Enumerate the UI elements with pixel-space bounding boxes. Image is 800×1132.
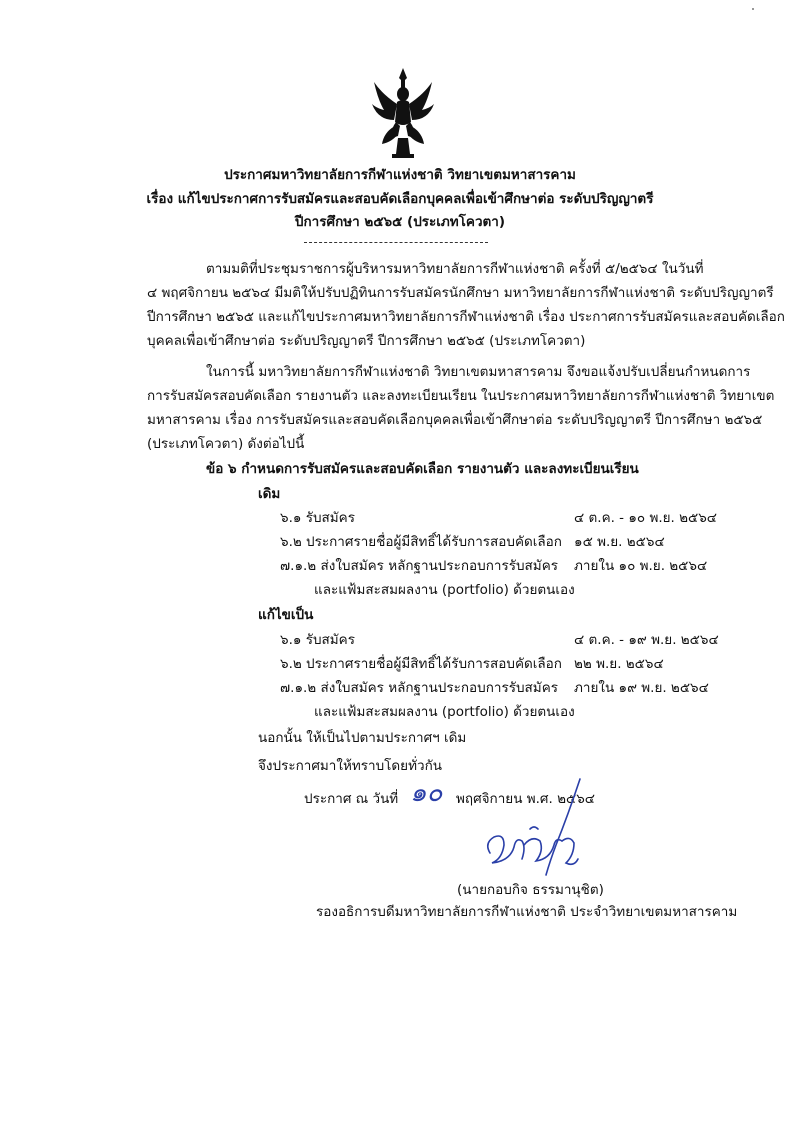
original-row-3-continuation: และแฟ้มสะสมผลงาน (portfolio) ด้วยตนเอง	[314, 582, 575, 598]
title-divider	[304, 242, 488, 243]
revised-row-3-item: ๗.๑.๒ ส่งใบสมัคร หลักฐานประกอบการรับสมัคร	[280, 680, 558, 696]
closing-line-2: จึงประกาศมาให้ทราบโดยทั่วกัน	[258, 758, 442, 774]
original-row-2-date: ๑๕ พ.ย. ๒๕๖๔	[574, 534, 665, 550]
handwritten-day: ๑๐	[410, 778, 443, 808]
original-row-3-date: ภายใน ๑๐ พ.ย. ๒๕๖๔	[574, 558, 708, 574]
paragraph-1-line-4: บุคคลเพื่อเข้าศึกษาต่อ ระดับปริญญาตรี ปีการศึกษา ๒๕๖๕ (ประเภทโควตา)	[147, 333, 586, 349]
scan-speck	[752, 8, 754, 10]
paragraph-2-line-4: (ประเภทโควตา) ดังต่อไปนี้	[147, 436, 305, 452]
original-row-3-item: ๗.๑.๒ ส่งใบสมัคร หลักฐานประกอบการรับสมัคร	[280, 558, 558, 574]
revised-row-3-continuation: และแฟ้มสะสมผลงาน (portfolio) ด้วยตนเอง	[314, 704, 575, 720]
revised-row-1-date: ๔ ต.ค. - ๑๙ พ.ย. ๒๕๖๔	[574, 632, 719, 648]
signatory-name: (นายกอบกิจ ธรรมานุชิต)	[457, 882, 604, 898]
paragraph-2-line-2: การรับสมัครสอบคัดเลือก รายงานตัว และลงทะเบียนเรียน ในประกาศมหาวิทยาลัยการกีฬาแห่งชาติ วิทยาเขต	[147, 388, 775, 404]
revised-row-1-item: ๖.๑ รับสมัคร	[280, 632, 355, 648]
title-line-2: เรื่อง แก้ไขประกาศการรับสมัครและสอบคัดเลือกบุคคลเพื่อเข้าศึกษาต่อ ระดับปริญญาตรี	[146, 191, 654, 207]
original-row-1-date: ๔ ต.ค. - ๑๐ พ.ย. ๒๕๖๔	[574, 510, 718, 526]
original-label: เดิม	[258, 486, 281, 502]
paragraph-1-line-1: ตามมติที่ประชุมราชการผู้บริหารมหาวิทยาลัยการกีฬาแห่งชาติ ครั้งที่ ๕/๒๕๖๔ ในวันที่	[206, 261, 704, 277]
announcement-prefix: ประกาศ ณ วันที่	[304, 791, 399, 807]
announcement-suffix: พฤศจิกายน พ.ศ. ๒๕๖๔	[456, 791, 595, 807]
paragraph-1-line-3: ปีการศึกษา ๒๕๖๕ และแก้ไขประกาศมหาวิทยาลัยการกีฬาแห่งชาติ เรื่อง ประกาศการรับสมัครและสอบคัดเลือก	[147, 309, 785, 325]
title-line-1: ประกาศมหาวิทยาลัยการกีฬาแห่งชาติ วิทยาเขตมหาสารคาม	[224, 167, 576, 183]
paragraph-1-line-2: ๔ พฤศจิกายน ๒๕๖๔ มีมติให้ปรับปฏิทินการรับสมัครนักศึกษา มหาวิทยาลัยการกีฬาแห่งชาติ ระดับปริญญาตรี	[147, 285, 774, 301]
closing-line-1: นอกนั้น ให้เป็นไปตามประกาศฯ เดิม	[258, 730, 467, 746]
paragraph-2-line-3: มหาสารคาม เรื่อง การรับสมัครและสอบคัดเลือกบุคคลเพื่อเข้าศึกษาต่อ ระดับปริญญาตรี ปีการศึกษา ๒๕๖๕	[147, 412, 763, 428]
original-row-2-item: ๖.๒ ประกาศรายชื่อผู้มีสิทธิ์ได้รับการสอบคัดเลือก	[280, 534, 562, 550]
revised-row-2-date: ๒๒ พ.ย. ๒๕๖๔	[574, 656, 664, 672]
garuda-emblem-icon	[370, 64, 436, 160]
title-line-3: ปีการศึกษา ๒๕๖๕ (ประเภทโควตา)	[294, 214, 506, 230]
original-row-1-item: ๖.๑ รับสมัคร	[280, 510, 355, 526]
signatory-position: รองอธิการบดีมหาวิทยาลัยการกีฬาแห่งชาติ ประจำวิทยาเขตมหาสารคาม	[316, 904, 738, 920]
revised-label: แก้ไขเป็น	[258, 607, 314, 623]
revised-row-3-date: ภายใน ๑๙ พ.ย. ๒๕๖๔	[574, 680, 709, 696]
paragraph-2-line-1: ในการนี้ มหาวิทยาลัยการกีฬาแห่งชาติ วิทยาเขตมหาสารคาม จึงขอแจ้งปรับเปลี่ยนกำหนดการ	[206, 364, 751, 380]
handwritten-signature	[470, 775, 610, 885]
section-6-heading: ข้อ ๖ กำหนดการรับสมัครและสอบคัดเลือก รายงานตัว และลงทะเบียนเรียน	[206, 461, 639, 477]
revised-row-2-item: ๖.๒ ประกาศรายชื่อผู้มีสิทธิ์ได้รับการสอบคัดเลือก	[280, 656, 562, 672]
